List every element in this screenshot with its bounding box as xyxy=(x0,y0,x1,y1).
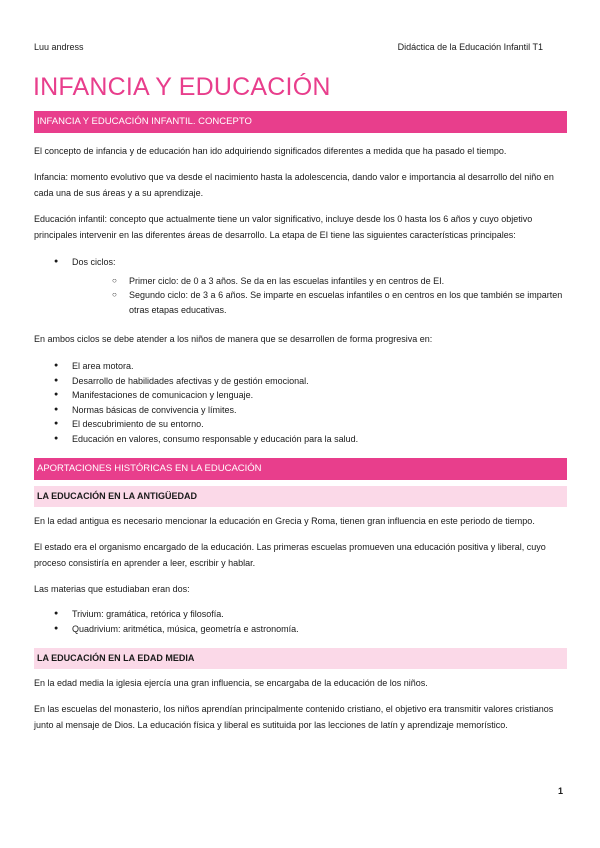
list-item-label: Dos ciclos: xyxy=(72,257,116,267)
areas-list xyxy=(34,359,567,446)
subsection-heading-antiguedad: LA EDUCACIÓN EN LA ANTIGÜEDAD xyxy=(34,486,567,507)
paragraph: El estado era el organismo encargado de la educación. Las primeras escuelas promueven una educación positiva y liberal, cuyo proceso consistiría en aprender a leer, escribir y hablar. xyxy=(34,542,546,568)
list-item: ● Educación en valores, consumo responsable y educación para la salud. xyxy=(34,432,567,447)
paragraph: En ambos ciclos se debe atender a los niños de manera que se desarrollen de forma progresiva en: xyxy=(34,334,433,344)
page-number: 1 xyxy=(557,786,563,796)
document-body xyxy=(34,111,567,733)
list-item: ● Quadrivium: aritmética, música, geometría e astronomía. xyxy=(34,622,567,637)
paragraph: Educación infantil: concepto que actualmente tiene un valor significativo, incluye desde los 0 hasta los 6 años y cuyo objetivo principales intervenir en las diferentes áreas de desarrollo. La etapa de EI tiene las siguientes características principales: xyxy=(34,214,533,240)
header-author: Luu andress xyxy=(34,42,84,52)
section-heading-concepto: INFANCIA Y EDUCACIÓN INFANTIL. CONCEPTO xyxy=(34,111,567,133)
paragraph: En la edad antigua es necesario mencionar la educación en Grecia y Roma, tienen gran influencia en este periodo de tiempo. xyxy=(34,516,535,526)
list-item: ● Normas básicas de convivencia y límites. xyxy=(34,403,567,418)
list-item: ● Trivium: gramática, retórica y filosofía. xyxy=(34,607,567,622)
list-item: ● El descubrimiento de su entorno. xyxy=(34,417,567,432)
list-item: ○ Segundo ciclo: de 3 a 6 años. Se imparte en escuelas infantiles o en centros en los que también se imparten otras etapas educativas. xyxy=(92,288,567,317)
list-item: ● El area motora. xyxy=(34,359,567,374)
paragraph: Infancia: momento evolutivo que va desde el nacimiento hasta la adolescencia, dando valor e importancia al desarrollo del niño en cada una de sus áreas y a su aprendizaje. xyxy=(34,172,554,198)
page-title: INFANCIA Y EDUCACIÓN xyxy=(33,73,331,101)
list-item: ● Desarrollo de habilidades afectivas y de gestión emocional. xyxy=(34,374,567,389)
header-course: Didáctica de la Educación Infantil T1 xyxy=(397,42,543,52)
paragraph: En las escuelas del monasterio, los niños aprendían principalmente contenido cristiano, el objetivo era transmitir valores cristianos junto al mensaje de Dios. La educación física y liberal es sutituida por las lecciones de latín y aprendizaje memorístico. xyxy=(34,704,554,730)
paragraph: Las materias que estudiaban eran dos: xyxy=(34,584,190,594)
paragraph: En la edad media la iglesia ejercía una gran influencia, se encargaba de la educación de los niños. xyxy=(34,678,428,688)
list-item xyxy=(34,255,567,317)
list-item: ○ Primer ciclo: de 0 a 3 años. Se da en las escuelas infantiles y en centros de EI. xyxy=(92,274,567,289)
materias-list xyxy=(34,607,567,636)
ciclos-list xyxy=(34,255,567,317)
list-item: ● Manifestaciones de comunicacion y lenguaje. xyxy=(34,388,567,403)
section-heading-aportaciones: APORTACIONES HISTÓRICAS EN LA EDUCACIÓN xyxy=(34,458,567,480)
paragraph: El concepto de infancia y de educación han ido adquiriendo significados diferentes a medida que ha pasado el tiempo. xyxy=(34,146,507,156)
subsection-heading-edad-media: LA EDUCACIÓN EN LA EDAD MEDIA xyxy=(34,648,567,669)
ciclos-sublist xyxy=(72,274,567,318)
